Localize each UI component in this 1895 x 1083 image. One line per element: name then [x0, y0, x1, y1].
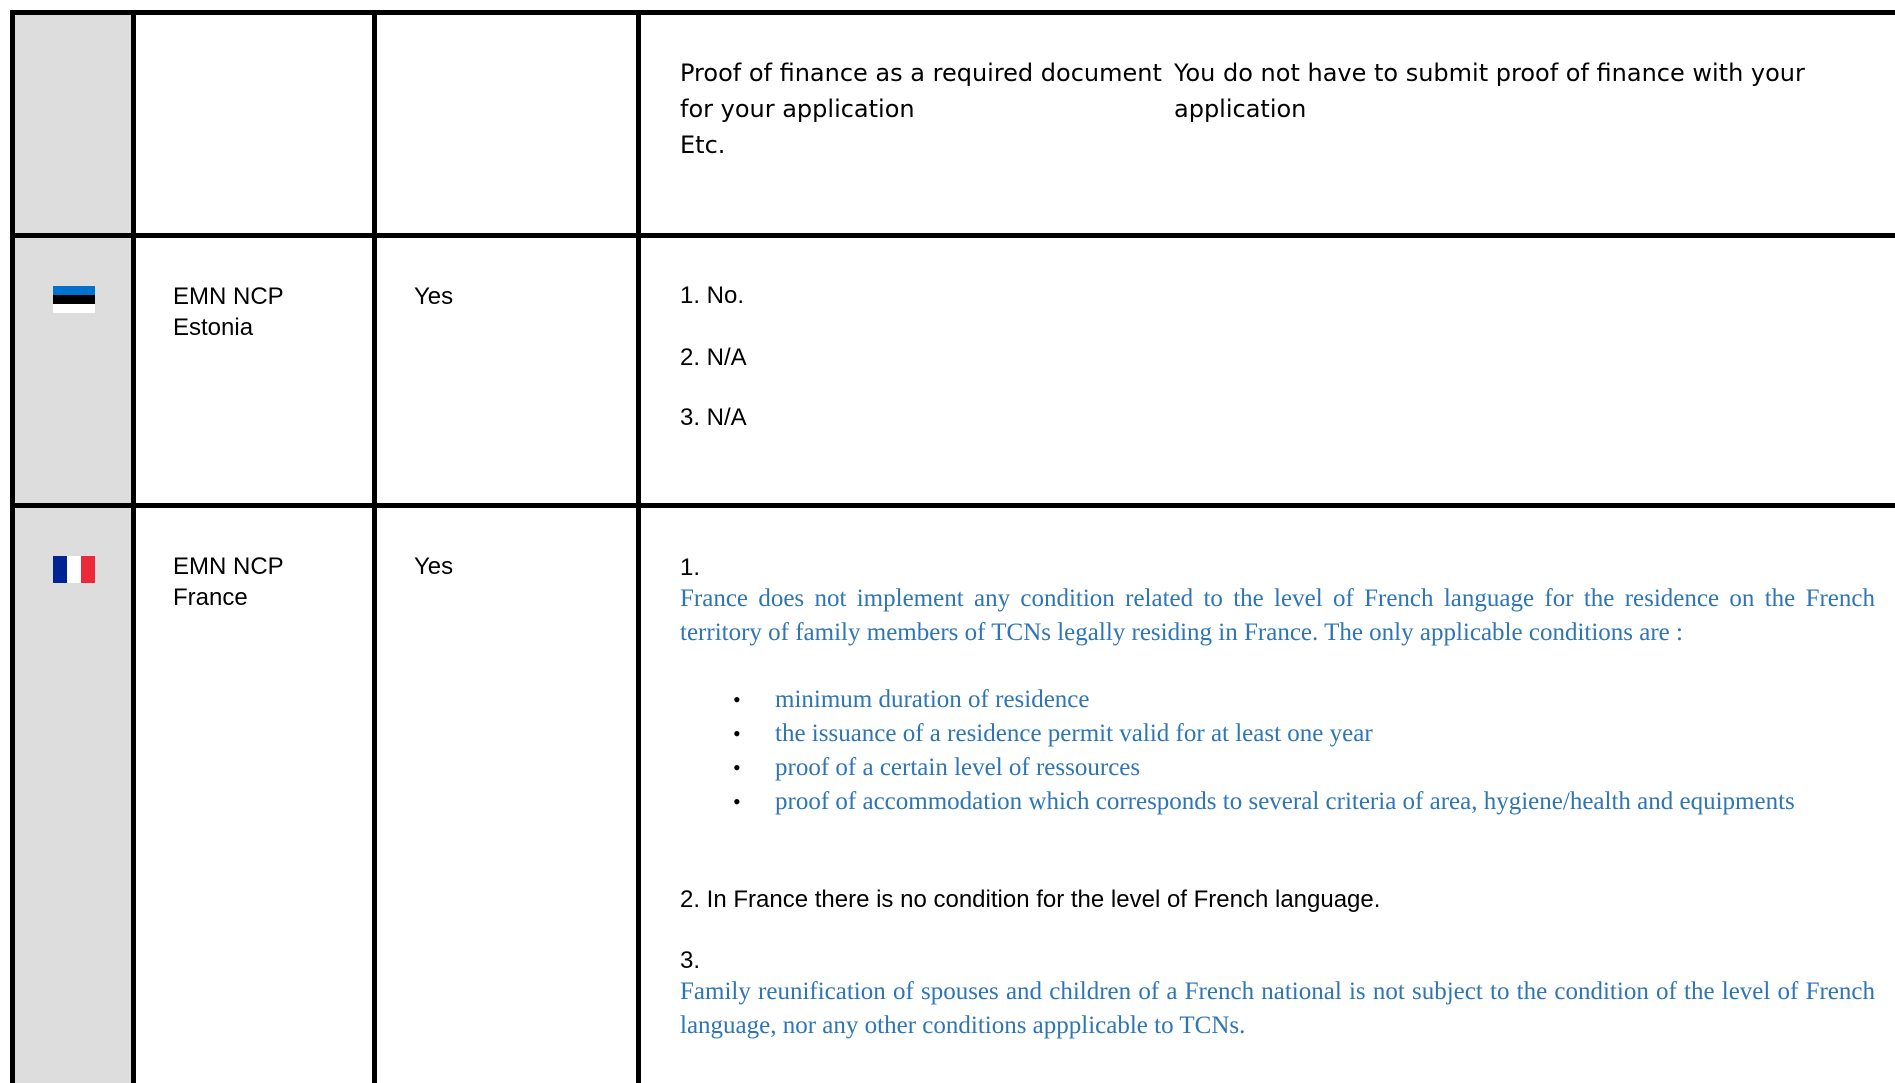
- column-divider: [131, 10, 136, 1083]
- column-divider: [10, 10, 15, 1083]
- list-item: • the issuance of a residence permit valid for at least one year: [680, 717, 1875, 751]
- etc-text: Etc.: [680, 131, 726, 159]
- flag-column: [15, 15, 131, 1083]
- france-flag-icon: [53, 556, 95, 583]
- estonia-flag-icon: [53, 286, 95, 313]
- list-item: 2. In France there is no condition for the level of French language.: [680, 886, 1381, 913]
- list-item: • minimum duration of residence: [680, 683, 1875, 717]
- proof-required-text: Proof of finance as a required document for your application: [680, 59, 1162, 123]
- item-number: 3.: [680, 947, 701, 974]
- france-item1-text: France does not implement any condition related to the level of French language for the residence on the French territory of family members of TCNs legally residing in France. The only applicable conditions are :: [680, 585, 1875, 646]
- list-item: 3. N/A: [680, 404, 747, 431]
- table-border-top: [10, 10, 1895, 15]
- no-proof-text: You do not have to submit proof of finance with your application: [1174, 59, 1805, 123]
- row-divider: [10, 233, 1895, 238]
- answer-value: Yes: [414, 283, 454, 310]
- answer-value: Yes: [414, 553, 454, 580]
- list-item: • proof of accommodation which corresponds to several criteria of area, hygiene/health and equipments: [680, 785, 1875, 819]
- list-item: • proof of a certain level of ressources: [680, 751, 1875, 785]
- list-item: 1. No.: [680, 282, 745, 309]
- column-divider: [636, 10, 641, 1083]
- item-number: 1.: [680, 554, 701, 581]
- row-divider: [10, 503, 1895, 508]
- list-item: 2. N/A: [680, 344, 747, 371]
- ncp-name: EMN NCP Estonia: [173, 283, 284, 341]
- column-divider: [372, 10, 377, 1083]
- conditions-list: [680, 683, 1875, 819]
- ncp-name: EMN NCP France: [173, 553, 284, 611]
- france-item3-text: Family reunification of spouses and children of a French national is not subject to the condition of the level of French language, nor any other conditions appplicable to TCNs.: [680, 978, 1875, 1039]
